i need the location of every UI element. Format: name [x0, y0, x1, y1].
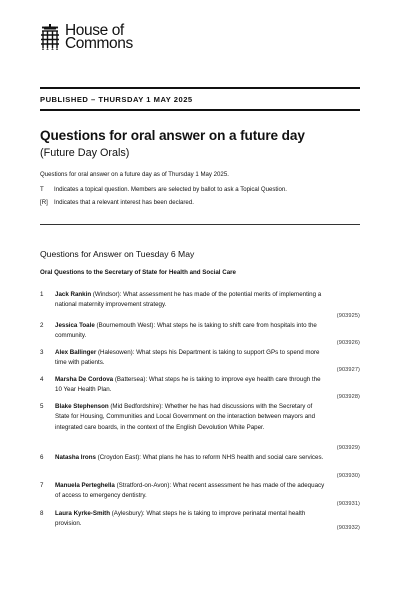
- member-constituency: (Battersea):: [113, 376, 149, 383]
- member-name: Laura Kyrke-Smith: [55, 510, 111, 517]
- question-text: What steps he is taking to improve perinatal mental health provision.: [55, 510, 306, 528]
- question-reference: (903931): [336, 500, 360, 507]
- question-text: Whether he has had discussions with the Secretary of State for Housing, Communities and Local Government on the interaction between mayors and integrated care boards, in the context of the English Devolution White Paper.: [55, 403, 316, 431]
- question-text: What steps he is taking to shift care from hospitals into the community.: [55, 322, 317, 340]
- portcullis-icon: [40, 24, 60, 50]
- question-body: [55, 290, 325, 321]
- question-list: [40, 290, 360, 533]
- house-of-commons-logo: [40, 22, 360, 52]
- question-reference: (903927): [336, 366, 360, 373]
- legend-text: Indicates that a relevant interest has been declared.: [54, 199, 194, 206]
- member-name: Marsha De Cordova: [55, 376, 114, 383]
- question-body: [55, 321, 325, 348]
- question-item: [40, 348, 360, 375]
- logo-line-1: House of: [65, 21, 124, 39]
- section-rule: [40, 224, 360, 225]
- page-subtitle: (Future Day Orals): [40, 147, 130, 159]
- question-number: 1: [40, 291, 44, 298]
- question-body: [55, 453, 325, 481]
- question-text: What assessment he has made of the potential merits of implementing a national maternity improvement strategy.: [55, 291, 322, 309]
- department-heading: Oral Questions to the Secretary of State for Health and Social Care: [40, 269, 236, 276]
- member-name: Jack Rankin: [55, 291, 92, 298]
- member-name: Manuela Perteghella: [55, 482, 115, 489]
- logo-text: [65, 21, 133, 52]
- question-item: [40, 453, 360, 481]
- question-number: 3: [40, 349, 44, 356]
- question-number: 6: [40, 454, 44, 461]
- document-page: [40, 21, 360, 531]
- member-constituency: (Windsor):: [91, 291, 124, 298]
- question-number: 5: [40, 403, 44, 410]
- top-rule: [40, 87, 360, 89]
- question-item: [40, 509, 360, 533]
- member-constituency: (Bournemouth West):: [94, 322, 157, 329]
- question-reference: (903930): [336, 472, 360, 479]
- legend-topical: [40, 186, 287, 193]
- question-number: 4: [40, 376, 44, 383]
- legend-text: Indicates a topical question. Members are selected by ballot to ask a Topical Question.: [54, 186, 287, 193]
- question-body: [55, 375, 325, 402]
- member-constituency: (Halesowen):: [96, 349, 137, 356]
- page-title: Questions for oral answer on a future day: [40, 128, 305, 143]
- question-reference: (903926): [336, 339, 360, 346]
- member-name: Jessica Toale: [55, 322, 95, 329]
- legend-symbol: [R]: [40, 199, 48, 206]
- question-body: [55, 402, 325, 453]
- logo-line-2: Commons: [65, 35, 133, 52]
- legend-symbol: T: [40, 186, 44, 193]
- question-reference: (903929): [336, 444, 360, 451]
- question-number: 8: [40, 510, 44, 517]
- member-constituency: (Croydon East):: [95, 454, 143, 461]
- question-item: [40, 402, 360, 453]
- question-item: [40, 481, 360, 509]
- question-reference: (903928): [336, 393, 360, 400]
- question-item: [40, 290, 360, 321]
- question-reference: (903925): [336, 312, 360, 319]
- question-number: 7: [40, 482, 44, 489]
- question-item: [40, 321, 360, 348]
- member-name: Blake Stephenson: [55, 403, 109, 410]
- question-text: What plans he has to reform NHS health and social care services.: [142, 454, 324, 461]
- header-bottom-rule: [40, 109, 360, 111]
- question-text: What steps he is taking to improve eye health care through the 10 Year Health Plan.: [55, 376, 321, 394]
- question-reference: (903932): [336, 524, 360, 531]
- member-constituency: (Mid Bedfordshire):: [108, 403, 165, 410]
- question-body: [55, 509, 325, 533]
- question-item: [40, 375, 360, 402]
- intro-text: Questions for oral answer on a future day as of Thursday 1 May 2025.: [40, 171, 229, 178]
- legend-interest: [40, 199, 194, 206]
- section-heading: Questions for Answer on Tuesday 6 May: [40, 249, 195, 259]
- question-text: What recent assessment he has made of the adequacy of access to emergency dentistry.: [55, 482, 325, 500]
- member-constituency: (Stratford-on-Avon):: [114, 482, 173, 489]
- question-body: [55, 348, 325, 375]
- member-name: Natasha Irons: [55, 454, 96, 461]
- question-number: 2: [40, 322, 44, 329]
- published-date: PUBLISHED – THURSDAY 1 MAY 2025: [40, 95, 193, 104]
- member-constituency: (Aylesbury):: [110, 510, 147, 517]
- question-body: [55, 481, 325, 509]
- member-name: Alex Ballinger: [55, 349, 97, 356]
- question-text: What steps his Department is taking to support GPs to spend more time with patients.: [55, 349, 320, 367]
